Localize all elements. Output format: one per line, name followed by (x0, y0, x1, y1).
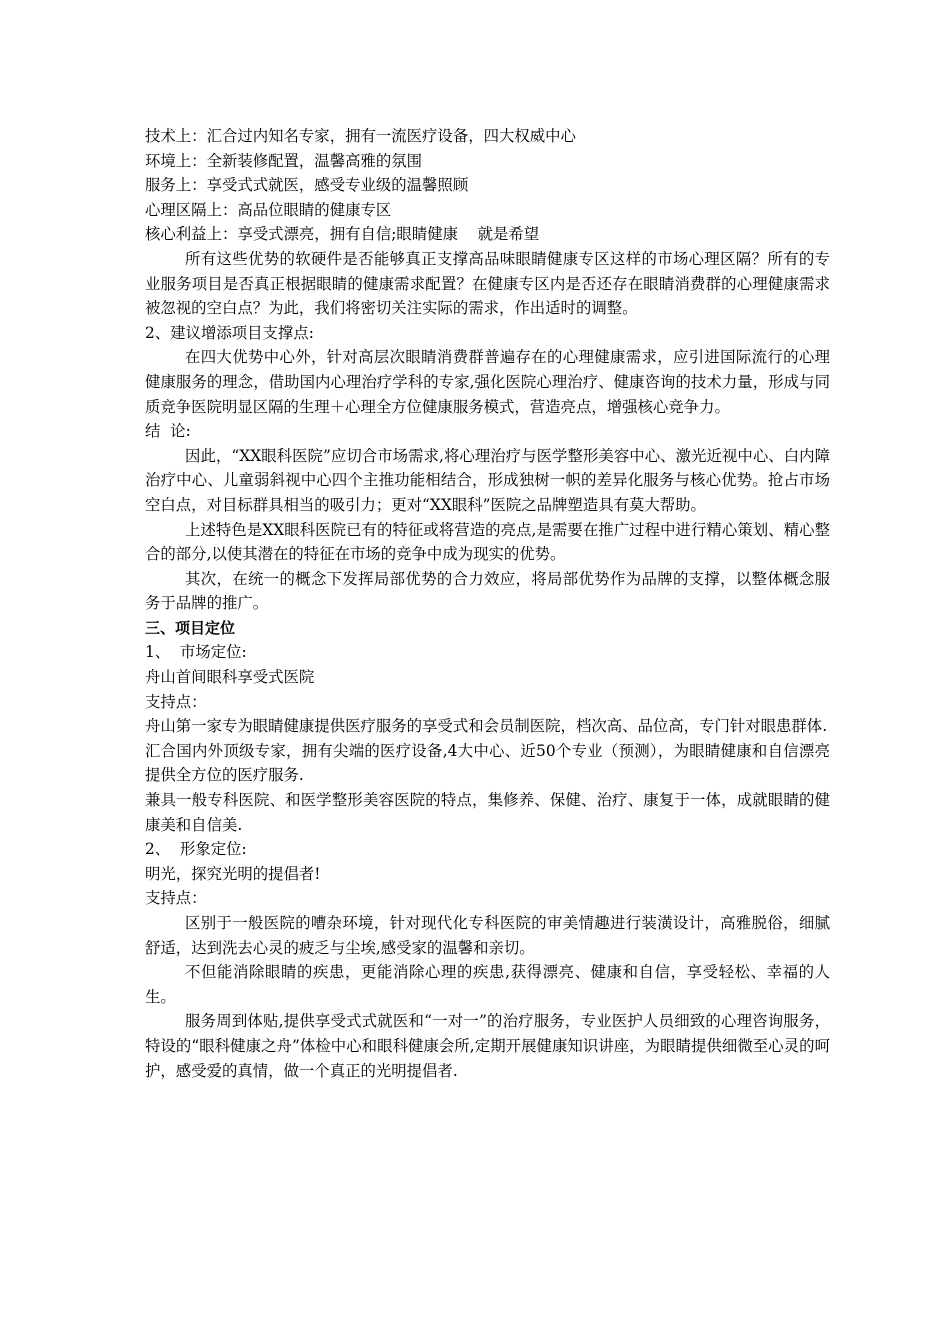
market-positioning-value: 舟山首间眼科享受式医院 (145, 668, 315, 687)
conclusion-label: 结 论: (145, 422, 191, 441)
image-positioning-value: 明光，探究光明的提倡者! (145, 864, 321, 883)
line-technology: 技术上：汇合过内知名专家，拥有一流医疗设备，四大权威中心 (145, 127, 576, 145)
image-positioning-title: 2、 形象定位: (145, 840, 247, 859)
section-suggestion-title: 2、建议增添项目支撑点: (145, 323, 314, 342)
paragraph-mental-health: 不但能消除眼睛的疾患，更能消除心理的疾患,获得漂亮、健康和自信，享受轻松、幸福的人生。 (145, 963, 830, 1006)
support-point-combined: 兼具一般专科医院、和医学整形美容医院的特点，集修养、保健、治疗、康复于一体，成就眼睛的健康美和自信美. (145, 791, 830, 834)
paragraph-features: 上述特色是XX眼科医院已有的特征或将营造的亮点,是需要在推广过程中进行精心策划、精心整合的部分,以使其潜在的特征在市场的竞争中成为现实的优势。 (145, 520, 830, 564)
support-point-first: 舟山第一家专为眼睛健康提供医疗服务的享受式和会员制医院，档次高、品位高，专门针对眼患群体. (145, 717, 828, 736)
line-environment: 环境上：全新装修配置，温馨高雅的氛围 (145, 151, 423, 170)
section-heading-positioning: 三、项目定位 (145, 618, 236, 637)
paragraph-advantages-question: 所有这些优势的软硬件是否能够真正支撑高品味眼睛健康专区这样的市场心理区隔？所有的专业服务项目是否真正根据眼睛的健康需求配置？在健康专区内是否还存在眼睛消费群的心理健康需求被忽视的空白点？为此，我们将密切关注实际的需求，作出适时的调整。 (145, 249, 830, 318)
paragraph-service-details: 服务周到体贴,提供享受式式就医和“一对一”的治疗服务，专业医护人员细致的心理咨询服务，特设的“眼科健康之舟”体检中心和眼科健康会所,定期开展健康知识讲座，为眼睛提供细微至心灵的呵护，感受爱的真情，做一个真正的光明提倡者. (145, 1012, 830, 1080)
line-mental-positioning: 心理区隔上：高品位眼睛的健康专区 (145, 200, 392, 219)
paragraph-conclusion: 因此，“XX眼科医院”应切合市场需求,将心理治疗与医学整形美容中心、激光近视中心、白内障治疗中心、儿童弱斜视中心四个主推功能相结合，形成独树一帜的差异化服务与核心优势。抢占市场空白点，对目标群具相当的吸引力；更对“XX眼科”医院之品牌塑造具有莫大帮助。 (145, 446, 830, 514)
line-service: 服务上：享受式式就医，感受专业级的温馨照顾 (145, 176, 469, 195)
support-points-label-1: 支持点： (145, 692, 207, 711)
document-page (145, 124, 830, 1083)
market-positioning-title: 1、 市场定位: (145, 643, 247, 662)
line-core-benefit: 核心利益上：享受式漂亮，拥有自信;眼睛健康 就是希望 (145, 225, 540, 244)
paragraph-suggestion: 在四大优势中心外，针对高层次眼睛消费群普遍存在的心理健康需求，应引进国际流行的心理健康服务的理念，借助国内心理治疗学科的专家,强化医院心理治疗、健康咨询的技术力量，形成与同质竞争医院明显区隔的生理＋心理全方位健康服务模式，营造亮点，增强核心竞争力。 (145, 348, 830, 416)
support-points-label-2: 支持点： (145, 889, 207, 908)
support-point-experts: 汇合国内外顶级专家，拥有尖端的医疗设备,4大中心、近50个专业（预测），为眼睛健康和自信漂亮提供全方位的医疗服务. (145, 741, 830, 785)
paragraph-environment-design: 区别于一般医院的嘈杂环境，针对现代化专科医院的审美情趣进行装潢设计，高雅脱俗，细腻舒适，达到洗去心灵的疲乏与尘埃,感受家的温馨和亲切。 (145, 914, 830, 957)
paragraph-synergy: 其次，在统一的概念下发挥局部优势的合力效应，将局部优势作为品牌的支撑，以整体概念服务于品牌的推广。 (145, 569, 830, 613)
